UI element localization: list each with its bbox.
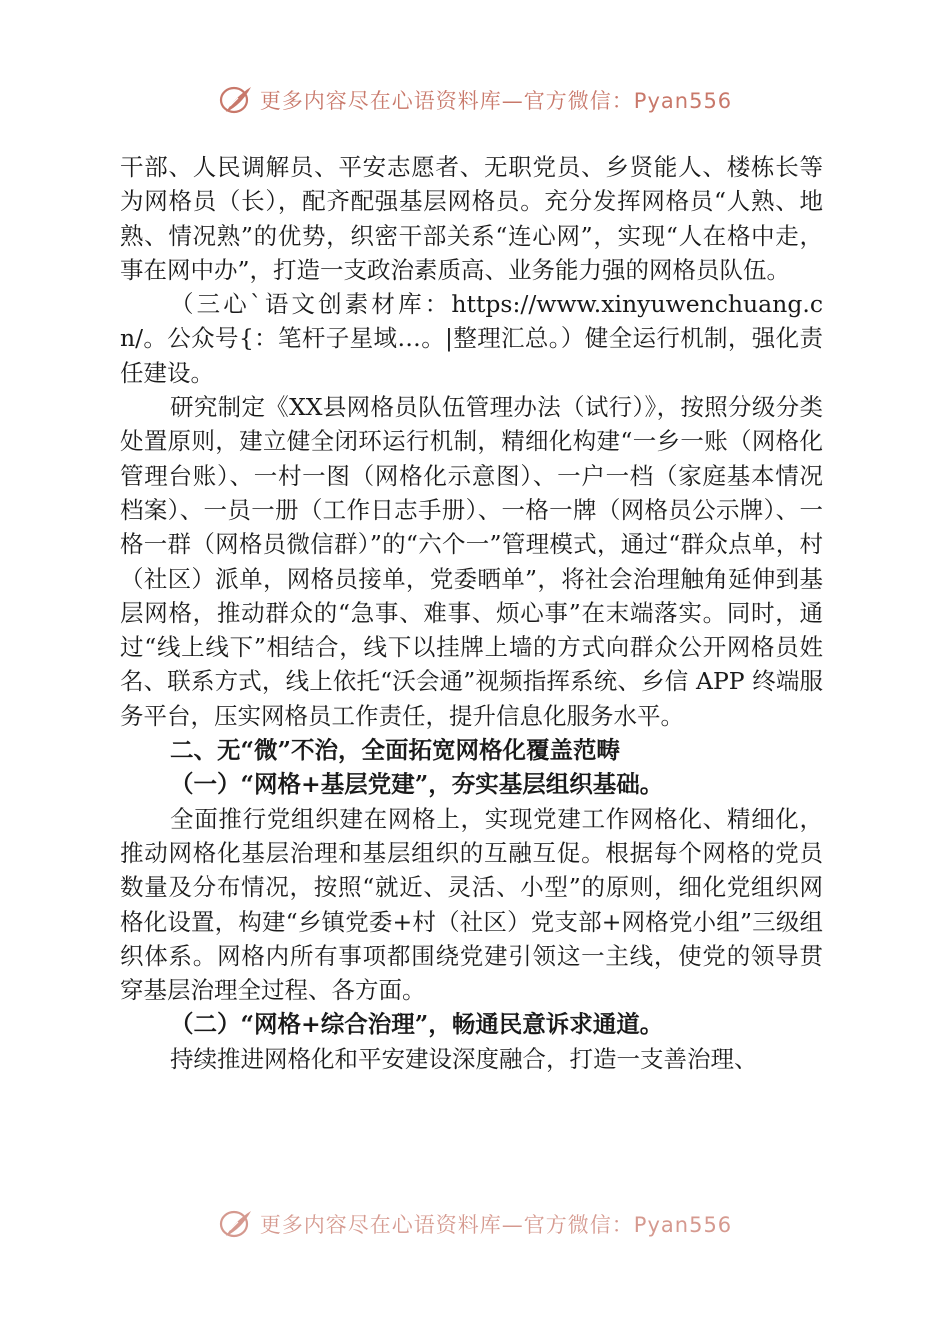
paragraph-party-building: 全面推行党组织建在网格上，实现党建工作网格化、精细化，推动网格化基层治理和基层组织的互融互促。根据每个网格的党员数量及分布情况，按照“就近、灵活、小型”的原则，细化党组织网格化设置，构建“乡镇党委+村（社区）党支部+网格党小组”三级组织体系。网格内所有事项都围绕党建引领这一主线，使党的领导贯穿基层治理全过程、各方面。 bbox=[120, 804, 823, 1005]
subsection-heading-governance: （二）“网格+综合治理”，畅通民意诉求通道。 bbox=[170, 1010, 664, 1039]
paragraph-mechanism: 研究制定《XX县网格员队伍管理办法（试行）》，按照分级分类处置原则，建立健全闭环运行机制，精细化构建“一乡一账（网格化管理台账）、一村一图（网格化示意图）、一户一档（家庭基本情况档案）、一员一册（工作日志手册）、一格一牌（网格员公示牌）、一格一群（网格员微信群）”的“六个一”管理模式，通过“群众点单，村（社区）派单，网格员接单，党委晒单”，将社会治理触角延伸到基层网格，推动群众的“急事、难事、烦心事”在末端落实。同时，通过“线上线下”相结合，线下以挂牌上墙的方式向群众公开网格员姓名、联系方式，线上依托“沃会通”视频指挥系统、乡信 APP 终端服务平台，压实网格员工作责任，提升信息化服务水平。 bbox=[120, 393, 823, 730]
watermark-text: 更多内容尽在心语资料库—官方微信：Pyan556 bbox=[259, 89, 733, 113]
paragraph-governance: 持续推进网格化和平安建设深度融合，打造一支善治理、 bbox=[170, 1044, 758, 1073]
header-watermark bbox=[0, 82, 950, 118]
paragraph-grid-staff: 干部、人民调解员、平安志愿者、无职党员、乡贤能人、楼栋长等为网格员（长），配齐配强基层网格员。充分发挥网格员“人熟、地熟、情况熟”的优势，织密干部关系“连心网”，实现“人在格中走，事在网中办”，打造一支政治素质高、业务能力强的网格员队伍。 bbox=[120, 153, 823, 284]
quill-logo-icon bbox=[218, 82, 254, 118]
section-heading-2: 二、无“微”不治，全面拓宽网格化覆盖范畴 bbox=[170, 736, 621, 765]
subsection-heading-party: （一）“网格+基层党建”，夯实基层组织基础。 bbox=[170, 770, 664, 799]
document-body bbox=[120, 150, 823, 1076]
watermark-text: 更多内容尽在心语资料库—官方微信：Pyan556 bbox=[259, 1213, 733, 1237]
paragraph-source-note: （三心`语文创素材库：https://www.xinyuwenchuang.cn/。公众号{：笔杆子星域…。|整理汇总。）健全运行机制，强化责任建设。 bbox=[120, 290, 823, 387]
footer-watermark bbox=[0, 1206, 950, 1242]
quill-logo-icon bbox=[218, 1206, 254, 1242]
